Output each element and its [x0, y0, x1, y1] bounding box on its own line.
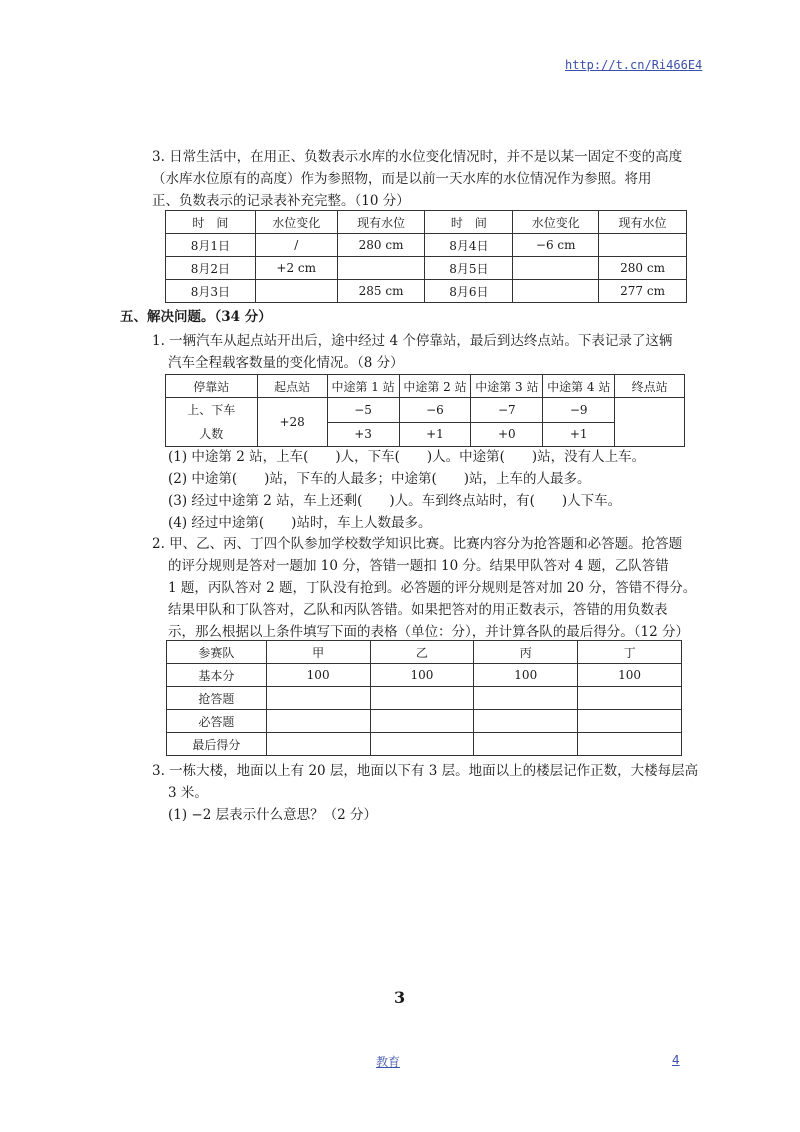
q2-line-5: 示，那么根据以上条件填写下面的表格（单位：分），并计算各队的最后得分。（12 分）	[168, 624, 689, 640]
table-cell: 基本分	[167, 664, 267, 687]
table-row	[167, 710, 682, 733]
header-link[interactable]: http://t.cn/Ri466E4	[565, 58, 703, 72]
start-value-cell: +28	[257, 398, 327, 447]
header-cell: 中途第 4 站	[543, 375, 615, 398]
down-cell: −9	[543, 398, 615, 423]
table-cell: 8月1日	[166, 234, 256, 257]
bus-passenger-table	[165, 374, 685, 447]
table-cell	[266, 710, 370, 733]
table-cell: 100	[370, 664, 474, 687]
header-cell: 停靠站	[166, 375, 258, 398]
table-cell	[513, 280, 599, 303]
table-cell	[578, 733, 682, 756]
table-cell	[474, 687, 578, 710]
q3b-line-2: 3 米。	[168, 785, 208, 801]
subquestion: (4) 经过中途第( )站时，车上人数最多。	[168, 515, 432, 531]
table-cell: 8月4日	[425, 234, 513, 257]
table-cell	[337, 257, 425, 280]
table-cell: 100	[474, 664, 578, 687]
bus-table-header	[166, 375, 685, 398]
table-cell: 8月3日	[166, 280, 256, 303]
q1-line-2: 汽车全程载客数量的变化情况。（8 分）	[168, 355, 404, 371]
q1-subquestions	[168, 446, 645, 534]
page-number: 3	[394, 988, 406, 1007]
table-cell	[599, 234, 687, 257]
header-cell: 现有水位	[599, 211, 687, 234]
header-cell: 时 间	[166, 211, 256, 234]
subquestion: (3) 经过中途第 2 站，车上还剩( )人。车到终点站时，有( )人下车。	[168, 493, 622, 509]
table-cell	[370, 733, 474, 756]
q3b-sub1: (1) −2 层表示什么意思？（2 分）	[168, 807, 377, 823]
header-cell: 中途第 1 站	[327, 375, 399, 398]
up-cell: +3	[327, 422, 399, 447]
table-row	[166, 280, 687, 303]
q2-contest-question	[152, 533, 696, 643]
up-cell: +0	[471, 422, 543, 447]
header-cell: 水位变化	[513, 211, 599, 234]
table-cell: 8月6日	[425, 280, 513, 303]
q3b-line-1: 3. 一栋大楼，地面以上有 20 层，地面以下有 3 层。地面以上的楼层记作正数，大楼每层高	[152, 763, 699, 779]
header-cell: 现有水位	[337, 211, 425, 234]
header-cell: 中途第 2 站	[399, 375, 471, 398]
header-cell: 中途第 3 站	[471, 375, 543, 398]
q3-line-3: 正、负数表示的记录表补充完整。（10 分）	[152, 193, 410, 209]
contest-score-table	[166, 640, 682, 756]
terminal-cell	[615, 398, 685, 447]
table-cell: 8月5日	[425, 257, 513, 280]
table-cell: 8月2日	[166, 257, 256, 280]
table-cell	[370, 710, 474, 733]
table-cell	[266, 687, 370, 710]
table-cell: 100	[578, 664, 682, 687]
header-cell: 水位变化	[255, 211, 337, 234]
water-level-table	[165, 210, 687, 303]
header-cell: 时 间	[425, 211, 513, 234]
water-table-header	[166, 211, 687, 234]
footer-page-number[interactable]: 4	[672, 1053, 680, 1067]
subquestion: (2) 中途第( )站，下车的人最多；中途第( )站，上车的人最多。	[168, 471, 591, 487]
table-cell	[578, 687, 682, 710]
table-row	[166, 234, 687, 257]
table-cell	[474, 733, 578, 756]
down-cell: −7	[471, 398, 543, 423]
table-cell: 100	[266, 664, 370, 687]
table-cell	[255, 280, 337, 303]
q3-line-2: （水库水位原有的高度）作为参照物，而是以前一天水库的水位情况作为参照。将用	[152, 171, 652, 187]
header-cell: 起点站	[257, 375, 327, 398]
table-cell: 最后得分	[167, 733, 267, 756]
table-row	[166, 398, 685, 423]
table-row	[166, 257, 687, 280]
table-row	[167, 664, 682, 687]
table-cell	[578, 710, 682, 733]
q3-building-question	[152, 760, 698, 826]
table-cell: −6 cm	[513, 234, 599, 257]
q1-bus-question	[152, 330, 672, 374]
header-cell: 终点站	[615, 375, 685, 398]
table-cell: 抢答题	[167, 687, 267, 710]
table-cell	[513, 257, 599, 280]
up-cell: +1	[543, 422, 615, 447]
table-cell: 必答题	[167, 710, 267, 733]
row-label-top: 上、下车	[187, 403, 236, 417]
down-cell: −5	[327, 398, 399, 423]
header-cell: 丙	[474, 641, 578, 664]
header-cell: 参赛队	[167, 641, 267, 664]
table-row	[167, 733, 682, 756]
contest-table-header	[167, 641, 682, 664]
q3-water-question	[152, 146, 682, 212]
table-cell: +2 cm	[255, 257, 337, 280]
table-cell: 277 cm	[599, 280, 687, 303]
header-cell: 丁	[578, 641, 682, 664]
row-label-cell	[166, 398, 258, 447]
q3-line-1: 3. 日常生活中，在用正、负数表示水库的水位变化情况时，并不是以某一固定不变的高度	[152, 149, 683, 165]
section-title: 五、解决问题。（34 分）	[120, 309, 272, 325]
q2-line-4: 结果甲队和丁队答对，乙队和丙队答错。如果把答对的用正数表示，答错的用负数表	[168, 602, 668, 618]
table-cell	[370, 687, 474, 710]
footer-link[interactable]: 教育	[376, 1055, 401, 1069]
table-cell	[266, 733, 370, 756]
header-cell: 乙	[370, 641, 474, 664]
q1-line-1: 1. 一辆汽车从起点站开出后，途中经过 4 个停靠站，最后到达终点站。下表记录了这辆	[152, 333, 673, 349]
q2-line-3: 1 题，丙队答对 2 题，丁队没有抢到。必答题的评分规则是答对加 20 分，答错不得分。	[168, 580, 697, 596]
header-cell: 甲	[266, 641, 370, 664]
table-cell	[474, 710, 578, 733]
up-cell: +1	[399, 422, 471, 447]
table-cell: 285 cm	[337, 280, 425, 303]
table-cell: 280 cm	[337, 234, 425, 257]
table-cell: 280 cm	[599, 257, 687, 280]
table-row	[167, 687, 682, 710]
row-label-bottom: 人数	[199, 427, 224, 441]
subquestion: (1) 中途第 2 站，上车( )人，下车( )人。中途第( )站，没有人上车。	[168, 449, 646, 465]
q2-line-2: 的评分规则是答对一题加 10 分，答错一题扣 10 分。结果甲队答对 4 题，乙队答错	[168, 558, 669, 574]
table-cell: /	[255, 234, 337, 257]
q2-line-1: 2. 甲、乙、丙、丁四个队参加学校数学知识比赛。比赛内容分为抢答题和必答题。抢答题	[152, 536, 683, 552]
down-cell: −6	[399, 398, 471, 423]
